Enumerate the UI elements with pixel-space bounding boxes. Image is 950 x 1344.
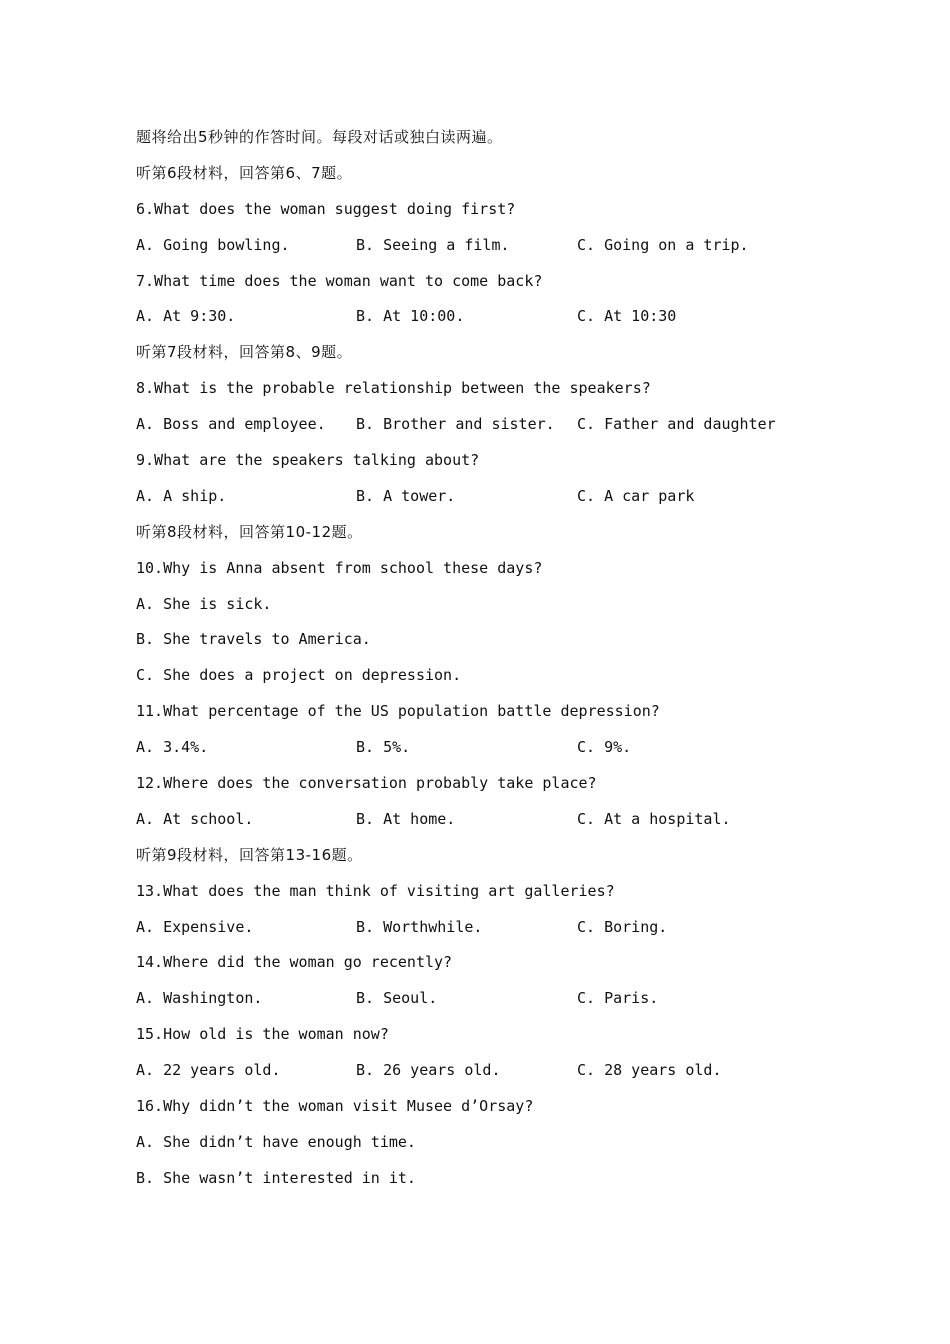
question-line: C. She does a project on depression. [136,666,462,685]
answer-option: B. Worthwhile. [356,917,483,936]
question-line: 12.Where does the conversation probably take place? [136,774,597,793]
answer-options-row [136,413,896,449]
answer-options-row [136,485,896,521]
question-line: B. She wasn’t interested in it. [136,1168,416,1187]
question-line: 6.What does the woman suggest doing first? [136,199,516,218]
answer-option: B. At 10:00. [356,307,465,326]
answer-option: A. Expensive. [136,917,254,936]
answer-option: A. Washington. [136,989,263,1008]
answer-options-row [136,916,896,952]
question-line: 7.What time does the woman want to come back? [136,271,543,290]
answer-option: C. Paris. [577,989,659,1008]
answer-options-row [136,736,896,772]
answer-option: B. Brother and sister. [356,415,555,434]
answer-option: A. Boss and employee. [136,415,326,434]
answer-option: C. At a hospital. [577,809,731,828]
answer-option: C. 9%. [577,738,632,757]
answer-option: C. At 10:30 [577,307,677,326]
answer-option: C. Father and daughter [577,415,776,434]
section-instruction: 听第8段材料，回答第10-12题。 [136,522,363,541]
answer-option: C. Boring. [577,917,668,936]
answer-options-row [136,987,896,1023]
question-line: A. She didn’t have enough time. [136,1132,416,1151]
section-instruction: 题将给出5秒钟的作答时间。每段对话或独白读两遍。 [136,128,503,146]
question-line: B. She travels to America. [136,630,371,649]
answer-option: C. A car park [577,486,695,505]
answer-option: B. At home. [356,809,456,828]
answer-option: A. 3.4%. [136,738,209,757]
question-line: 8.What is the probable relationship between the speakers? [136,379,651,398]
answer-option: B. A tower. [356,486,456,505]
answer-option: A. 22 years old. [136,1061,281,1080]
answer-option: B. Seeing a film. [356,235,510,254]
answer-option: A. Going bowling. [136,235,290,254]
answer-option: A. At 9:30. [136,307,236,326]
answer-option: C. 28 years old. [577,1061,722,1080]
answer-options-row [136,305,896,341]
question-line: 10.Why is Anna absent from school these days? [136,558,543,577]
question-line: 13.What does the man think of visiting art galleries? [136,881,615,900]
answer-options-row [136,1059,896,1095]
question-line: A. She is sick. [136,594,272,613]
answer-option: A. At school. [136,809,254,828]
question-line: 11.What percentage of the US population battle depression? [136,702,660,721]
answer-option: B. 5%. [356,738,411,757]
document-page [136,126,896,1203]
question-line: 14.Where did the woman go recently? [136,953,453,972]
question-line: 15.How old is the woman now? [136,1025,389,1044]
section-instruction: 听第7段材料，回答第8、9题。 [136,343,353,362]
answer-option: A. A ship. [136,486,227,505]
question-line: 9.What are the speakers talking about? [136,451,480,470]
section-instruction: 听第6段材料，回答第6、7题。 [136,163,353,182]
answer-options-row [136,808,896,844]
section-instruction: 听第9段材料，回答第13-16题。 [136,845,363,864]
question-line: 16.Why didn’t the woman visit Musee d’Orsay? [136,1097,534,1116]
answer-option: B. Seoul. [356,989,438,1008]
answer-option: B. 26 years old. [356,1061,501,1080]
answer-options-row [136,234,896,270]
answer-option: C. Going on a trip. [577,235,749,254]
